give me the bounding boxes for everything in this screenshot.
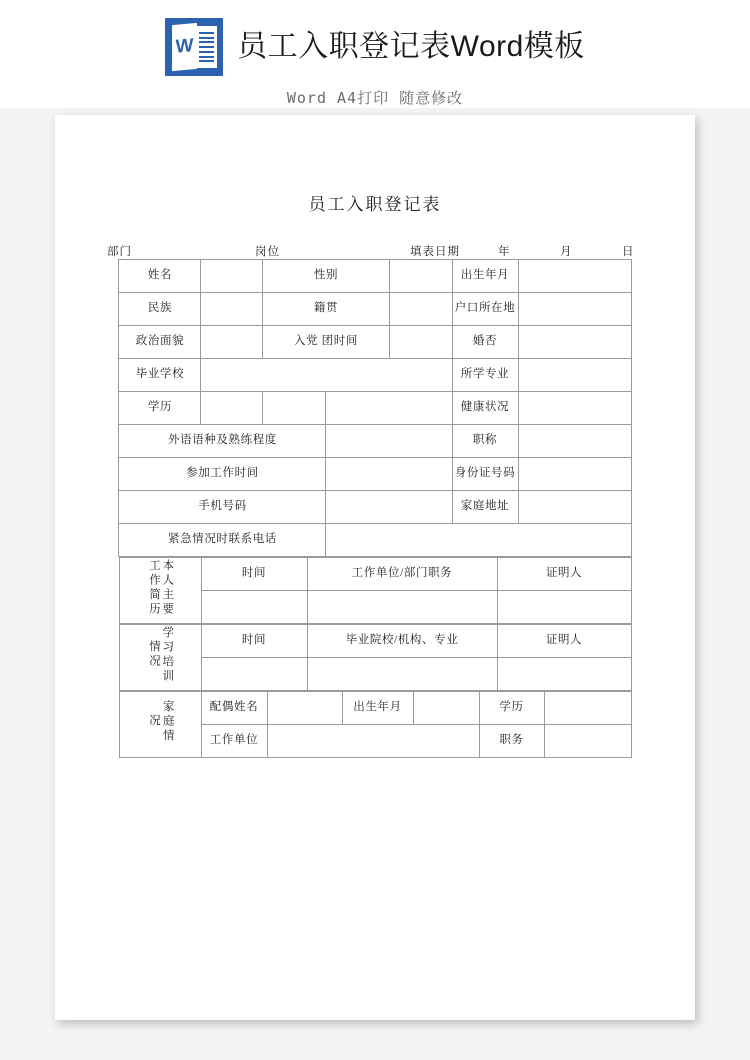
value-ethnicity[interactable] <box>201 293 263 326</box>
label-mobile-number: 手机号码 <box>119 491 326 524</box>
value-home-address[interactable] <box>518 491 631 524</box>
label-work-start-date: 参加工作时间 <box>119 458 326 491</box>
label-party-join-time: 入党 团时间 <box>263 326 389 359</box>
label-graduate-school: 毕业学校 <box>119 359 201 392</box>
meta-position-label: 岗位 <box>255 246 280 258</box>
label-major: 所学专业 <box>452 359 518 392</box>
banner-subtitle: Word A4打印 随意修改 <box>286 89 464 107</box>
label-emergency-contact: 紧急情况时联系电话 <box>119 524 326 557</box>
meta-month-label: 月 <box>560 246 573 258</box>
meta-fill-date-label: 填表日期 <box>410 246 460 258</box>
document-title: 员工入职登记表 <box>308 195 442 214</box>
training-body-school[interactable] <box>307 658 497 691</box>
value-spouse-employer[interactable] <box>267 725 479 758</box>
value-emergency-contact[interactable] <box>326 524 631 557</box>
table-row <box>119 524 631 557</box>
training-body-time[interactable] <box>201 658 307 691</box>
value-spouse-education[interactable] <box>544 692 631 725</box>
work-experience-table <box>119 557 632 624</box>
training-header-time: 时间 <box>201 625 307 658</box>
value-birth-date[interactable] <box>518 260 631 293</box>
label-name: 姓名 <box>119 260 201 293</box>
personal-info-table <box>118 259 631 557</box>
value-id-number[interactable] <box>518 458 631 491</box>
label-political-status: 政治面貌 <box>119 326 201 359</box>
word-icon-letter: W <box>175 35 194 58</box>
table-row <box>119 326 631 359</box>
value-marital-status[interactable] <box>518 326 631 359</box>
meta-year-label: 年 <box>498 246 511 258</box>
document-page <box>55 115 695 1020</box>
value-job-title[interactable] <box>518 425 631 458</box>
family-table <box>119 691 632 758</box>
training-table <box>119 624 632 691</box>
word-app-icon <box>165 18 223 76</box>
work-experience-header-time: 时间 <box>201 558 307 591</box>
value-work-start-date[interactable] <box>326 458 452 491</box>
label-education: 学历 <box>119 392 201 425</box>
value-native-place[interactable] <box>389 293 452 326</box>
page-banner <box>0 0 750 108</box>
value-education-1[interactable] <box>201 392 263 425</box>
label-gender: 性别 <box>263 260 389 293</box>
banner-title: 员工入职登记表Word模板 <box>237 30 585 63</box>
table-row <box>119 458 631 491</box>
banner-title-row <box>165 18 585 76</box>
table-row <box>119 293 631 326</box>
label-job-title: 职称 <box>452 425 518 458</box>
label-spouse-education: 学历 <box>479 692 544 725</box>
value-household-location[interactable] <box>518 293 631 326</box>
table-row <box>119 425 631 458</box>
work-experience-side-label-text: 本人主要工作简历 <box>148 558 174 617</box>
work-experience-header-employer: 工作单位/部门职务 <box>307 558 497 591</box>
value-education-2[interactable] <box>263 392 326 425</box>
work-experience-header-referee: 证明人 <box>497 558 631 591</box>
table-row <box>119 392 631 425</box>
work-experience-body-time[interactable] <box>201 591 307 624</box>
training-header-referee: 证明人 <box>497 625 631 658</box>
label-birth-date: 出生年月 <box>452 260 518 293</box>
family-side-label <box>119 692 201 758</box>
value-spouse-position[interactable] <box>544 725 631 758</box>
table-row <box>119 625 631 658</box>
work-experience-body-referee[interactable] <box>497 591 631 624</box>
label-spouse-position: 职务 <box>479 725 544 758</box>
label-id-number: 身份证号码 <box>452 458 518 491</box>
value-name[interactable] <box>201 260 263 293</box>
value-education-3[interactable] <box>326 392 452 425</box>
word-icon-document-lines <box>196 26 217 68</box>
label-household-location: 户口所在地 <box>452 293 518 326</box>
value-spouse-name[interactable] <box>267 692 342 725</box>
label-health: 健康状况 <box>452 392 518 425</box>
table-row <box>119 558 631 591</box>
training-header-school: 毕业院校/机构、专业 <box>307 625 497 658</box>
value-mobile-number[interactable] <box>326 491 452 524</box>
work-experience-body-employer[interactable] <box>307 591 497 624</box>
meta-day-label: 日 <box>622 246 635 258</box>
label-native-place: 籍贯 <box>263 293 389 326</box>
table-row <box>119 692 631 725</box>
family-side-label-text: 家庭情况 <box>148 699 174 744</box>
training-body-referee[interactable] <box>497 658 631 691</box>
table-row <box>119 359 631 392</box>
meta-department-label: 部门 <box>107 246 132 258</box>
value-health[interactable] <box>518 392 631 425</box>
value-spouse-birth-date[interactable] <box>413 692 479 725</box>
label-spouse-employer: 工作单位 <box>201 725 267 758</box>
training-side-label <box>119 625 201 691</box>
training-side-label-text: 学习培训情况 <box>148 625 174 684</box>
label-marital-status: 婚否 <box>452 326 518 359</box>
label-spouse-name: 配偶姓名 <box>201 692 267 725</box>
label-home-address: 家庭地址 <box>452 491 518 524</box>
value-political-status[interactable] <box>201 326 263 359</box>
value-graduate-school[interactable] <box>201 359 452 392</box>
value-party-join-time[interactable] <box>389 326 452 359</box>
value-major[interactable] <box>518 359 631 392</box>
label-foreign-language: 外语语种及熟练程度 <box>119 425 326 458</box>
value-foreign-language[interactable] <box>326 425 452 458</box>
label-ethnicity: 民族 <box>119 293 201 326</box>
work-experience-side-label <box>119 558 201 624</box>
table-row <box>119 491 631 524</box>
value-gender[interactable] <box>389 260 452 293</box>
label-spouse-birth-date: 出生年月 <box>342 692 413 725</box>
document-meta-row <box>55 243 695 259</box>
table-row <box>119 260 631 293</box>
